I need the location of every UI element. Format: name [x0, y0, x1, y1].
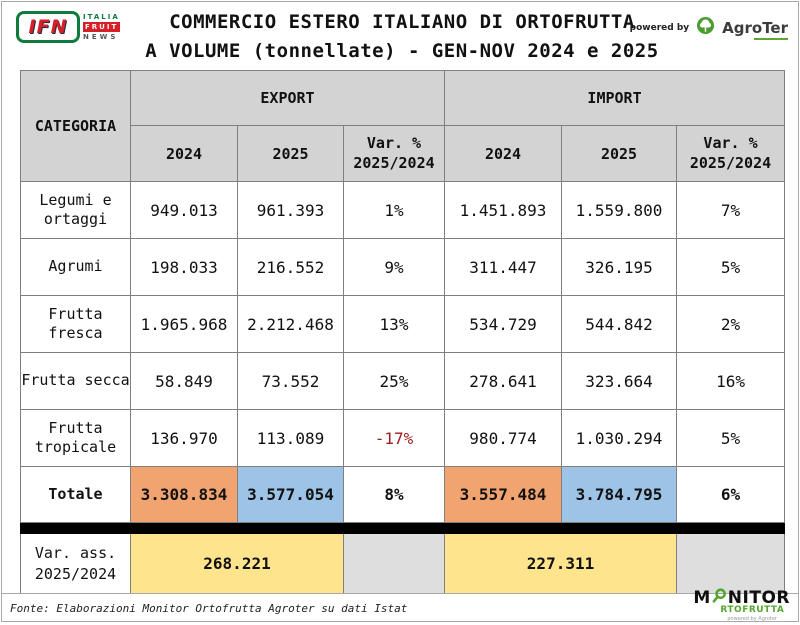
page-title-line2: A VOLUME (tonnellate) - GEN-NOV 2024 e 2025 — [145, 40, 659, 62]
cell-import-2025: 1.559.800 — [562, 182, 677, 239]
monitor-logo-nitor: NITOR — [727, 587, 790, 608]
monitor-logo-line2: RTOFRUTTA — [720, 605, 785, 615]
cell-import-2025: 323.664 — [562, 353, 677, 410]
header-export-2025: 2025 — [238, 126, 344, 182]
footer-band — [2, 587, 798, 625]
cell-categoria: Frutta secca — [21, 353, 131, 410]
cell-export-2025: 216.552 — [238, 239, 344, 296]
cell-export-var: 9% — [344, 239, 445, 296]
cell-import-var: 5% — [677, 410, 785, 467]
cell-export-2024: 198.033 — [131, 239, 238, 296]
ifn-logo-news: NEWS — [83, 33, 119, 41]
source-note: Fonte: Elaborazioni Monitor Ortofrutta Agroter su dati Istat — [10, 602, 408, 615]
table-header-groups — [21, 71, 785, 126]
cell-export-2024: 136.970 — [131, 410, 238, 467]
black-separator-bar — [21, 523, 785, 534]
cell-import-var: 7% — [677, 182, 785, 239]
monitor-logo-powered: powered by Agroter — [727, 616, 777, 622]
cell-var-ass-import: 227.311 — [445, 534, 677, 594]
cell-export-2025: 73.552 — [238, 353, 344, 410]
cell-export-var: 1% — [344, 182, 445, 239]
cell-totale-import-2025: 3.784.795 — [562, 467, 677, 523]
header-var-label: Var. % — [366, 134, 422, 152]
cell-import-var: 16% — [677, 353, 785, 410]
cell-categoria: Frutta tropicale — [21, 410, 131, 467]
agroter-label: AgroTer — [722, 18, 788, 37]
cell-totale-label: Totale — [21, 467, 131, 523]
cell-export-2025: 113.089 — [238, 410, 344, 467]
cell-import-2024: 278.641 — [445, 353, 562, 410]
cell-export-var-negative: -17% — [344, 410, 445, 467]
header-import-2024: 2024 — [445, 126, 562, 182]
cell-export-2024: 949.013 — [131, 182, 238, 239]
header-export-2024: 2024 — [131, 126, 238, 182]
monitor-ortofrutta-logo — [693, 588, 790, 622]
header-var-years: 2025/2024 — [689, 153, 772, 172]
cell-import-2024: 1.451.893 — [445, 182, 562, 239]
cell-export-var: 13% — [344, 296, 445, 353]
header-export-var — [344, 126, 445, 182]
table-row-frutta-tropicale — [21, 410, 785, 467]
table-row-agrumi — [21, 239, 785, 296]
page-title-line1: COMMERCIO ESTERO ITALIANO DI ORTOFRUTTA — [169, 11, 635, 33]
black-separator — [21, 523, 785, 534]
header-import-2025: 2025 — [562, 126, 677, 182]
cell-var-ass-export-empty — [344, 534, 445, 594]
table-row-legumi-e-ortaggi — [21, 182, 785, 239]
ifn-logo-abbr: IFN — [16, 11, 80, 43]
cell-export-var: 25% — [344, 353, 445, 410]
agroter-tree-icon — [696, 16, 715, 39]
cell-import-var: 5% — [677, 239, 785, 296]
cell-categoria: Frutta fresca — [21, 296, 131, 353]
var-ass-label-line2: 2025/2024 — [34, 564, 117, 583]
cell-import-2024: 980.774 — [445, 410, 562, 467]
cell-import-2025: 326.195 — [562, 239, 677, 296]
cell-var-ass-export: 268.221 — [131, 534, 344, 594]
var-ass-label-line1: Var. ass. — [34, 544, 117, 563]
page-frame — [1, 1, 799, 622]
header-import: IMPORT — [445, 71, 785, 126]
header-categoria: CATEGORIA — [21, 71, 131, 182]
table-row-frutta-fresca — [21, 296, 785, 353]
cell-export-2024: 1.965.968 — [131, 296, 238, 353]
ifn-logo — [16, 11, 120, 43]
table-row-var-ass — [21, 534, 785, 594]
cell-totale-export-2025: 3.577.054 — [238, 467, 344, 523]
cell-import-2024: 311.447 — [445, 239, 562, 296]
header-import-var — [677, 126, 785, 182]
table-row-totale — [21, 467, 785, 523]
cell-totale-export-var: 8% — [344, 467, 445, 523]
cell-import-var: 2% — [677, 296, 785, 353]
header-var-label: Var. % — [703, 134, 758, 152]
cell-export-2025: 961.393 — [238, 182, 344, 239]
cell-categoria: Legumi e ortaggi — [21, 182, 131, 239]
header-band — [2, 2, 800, 68]
cell-import-2024: 534.729 — [445, 296, 562, 353]
powered-by-label: powered by — [629, 22, 690, 33]
cell-totale-export-2024: 3.308.834 — [131, 467, 238, 523]
page-title — [122, 2, 682, 62]
header-export: EXPORT — [131, 71, 445, 126]
cell-export-2024: 58.849 — [131, 353, 238, 410]
cell-var-ass-import-empty — [677, 534, 785, 594]
table-header-years — [21, 126, 785, 182]
cell-totale-import-var: 6% — [677, 467, 785, 523]
cell-export-2025: 2.212.468 — [238, 296, 344, 353]
ifn-logo-italia: ITALIA — [83, 13, 120, 21]
cell-var-ass-label — [21, 534, 131, 594]
trade-table — [20, 70, 785, 594]
ifn-logo-fruit: FRUIT — [85, 23, 119, 31]
cell-categoria: Agrumi — [21, 239, 131, 296]
header-var-years: 2025/2024 — [353, 153, 435, 172]
ifn-logo-text — [83, 11, 120, 43]
cell-import-2025: 544.842 — [562, 296, 677, 353]
cell-import-2025: 1.030.294 — [562, 410, 677, 467]
table-row-frutta-secca — [21, 353, 785, 410]
agroter-logo — [630, 16, 788, 39]
cell-totale-import-2024: 3.557.484 — [445, 467, 562, 523]
monitor-logo-m: M — [693, 587, 711, 608]
